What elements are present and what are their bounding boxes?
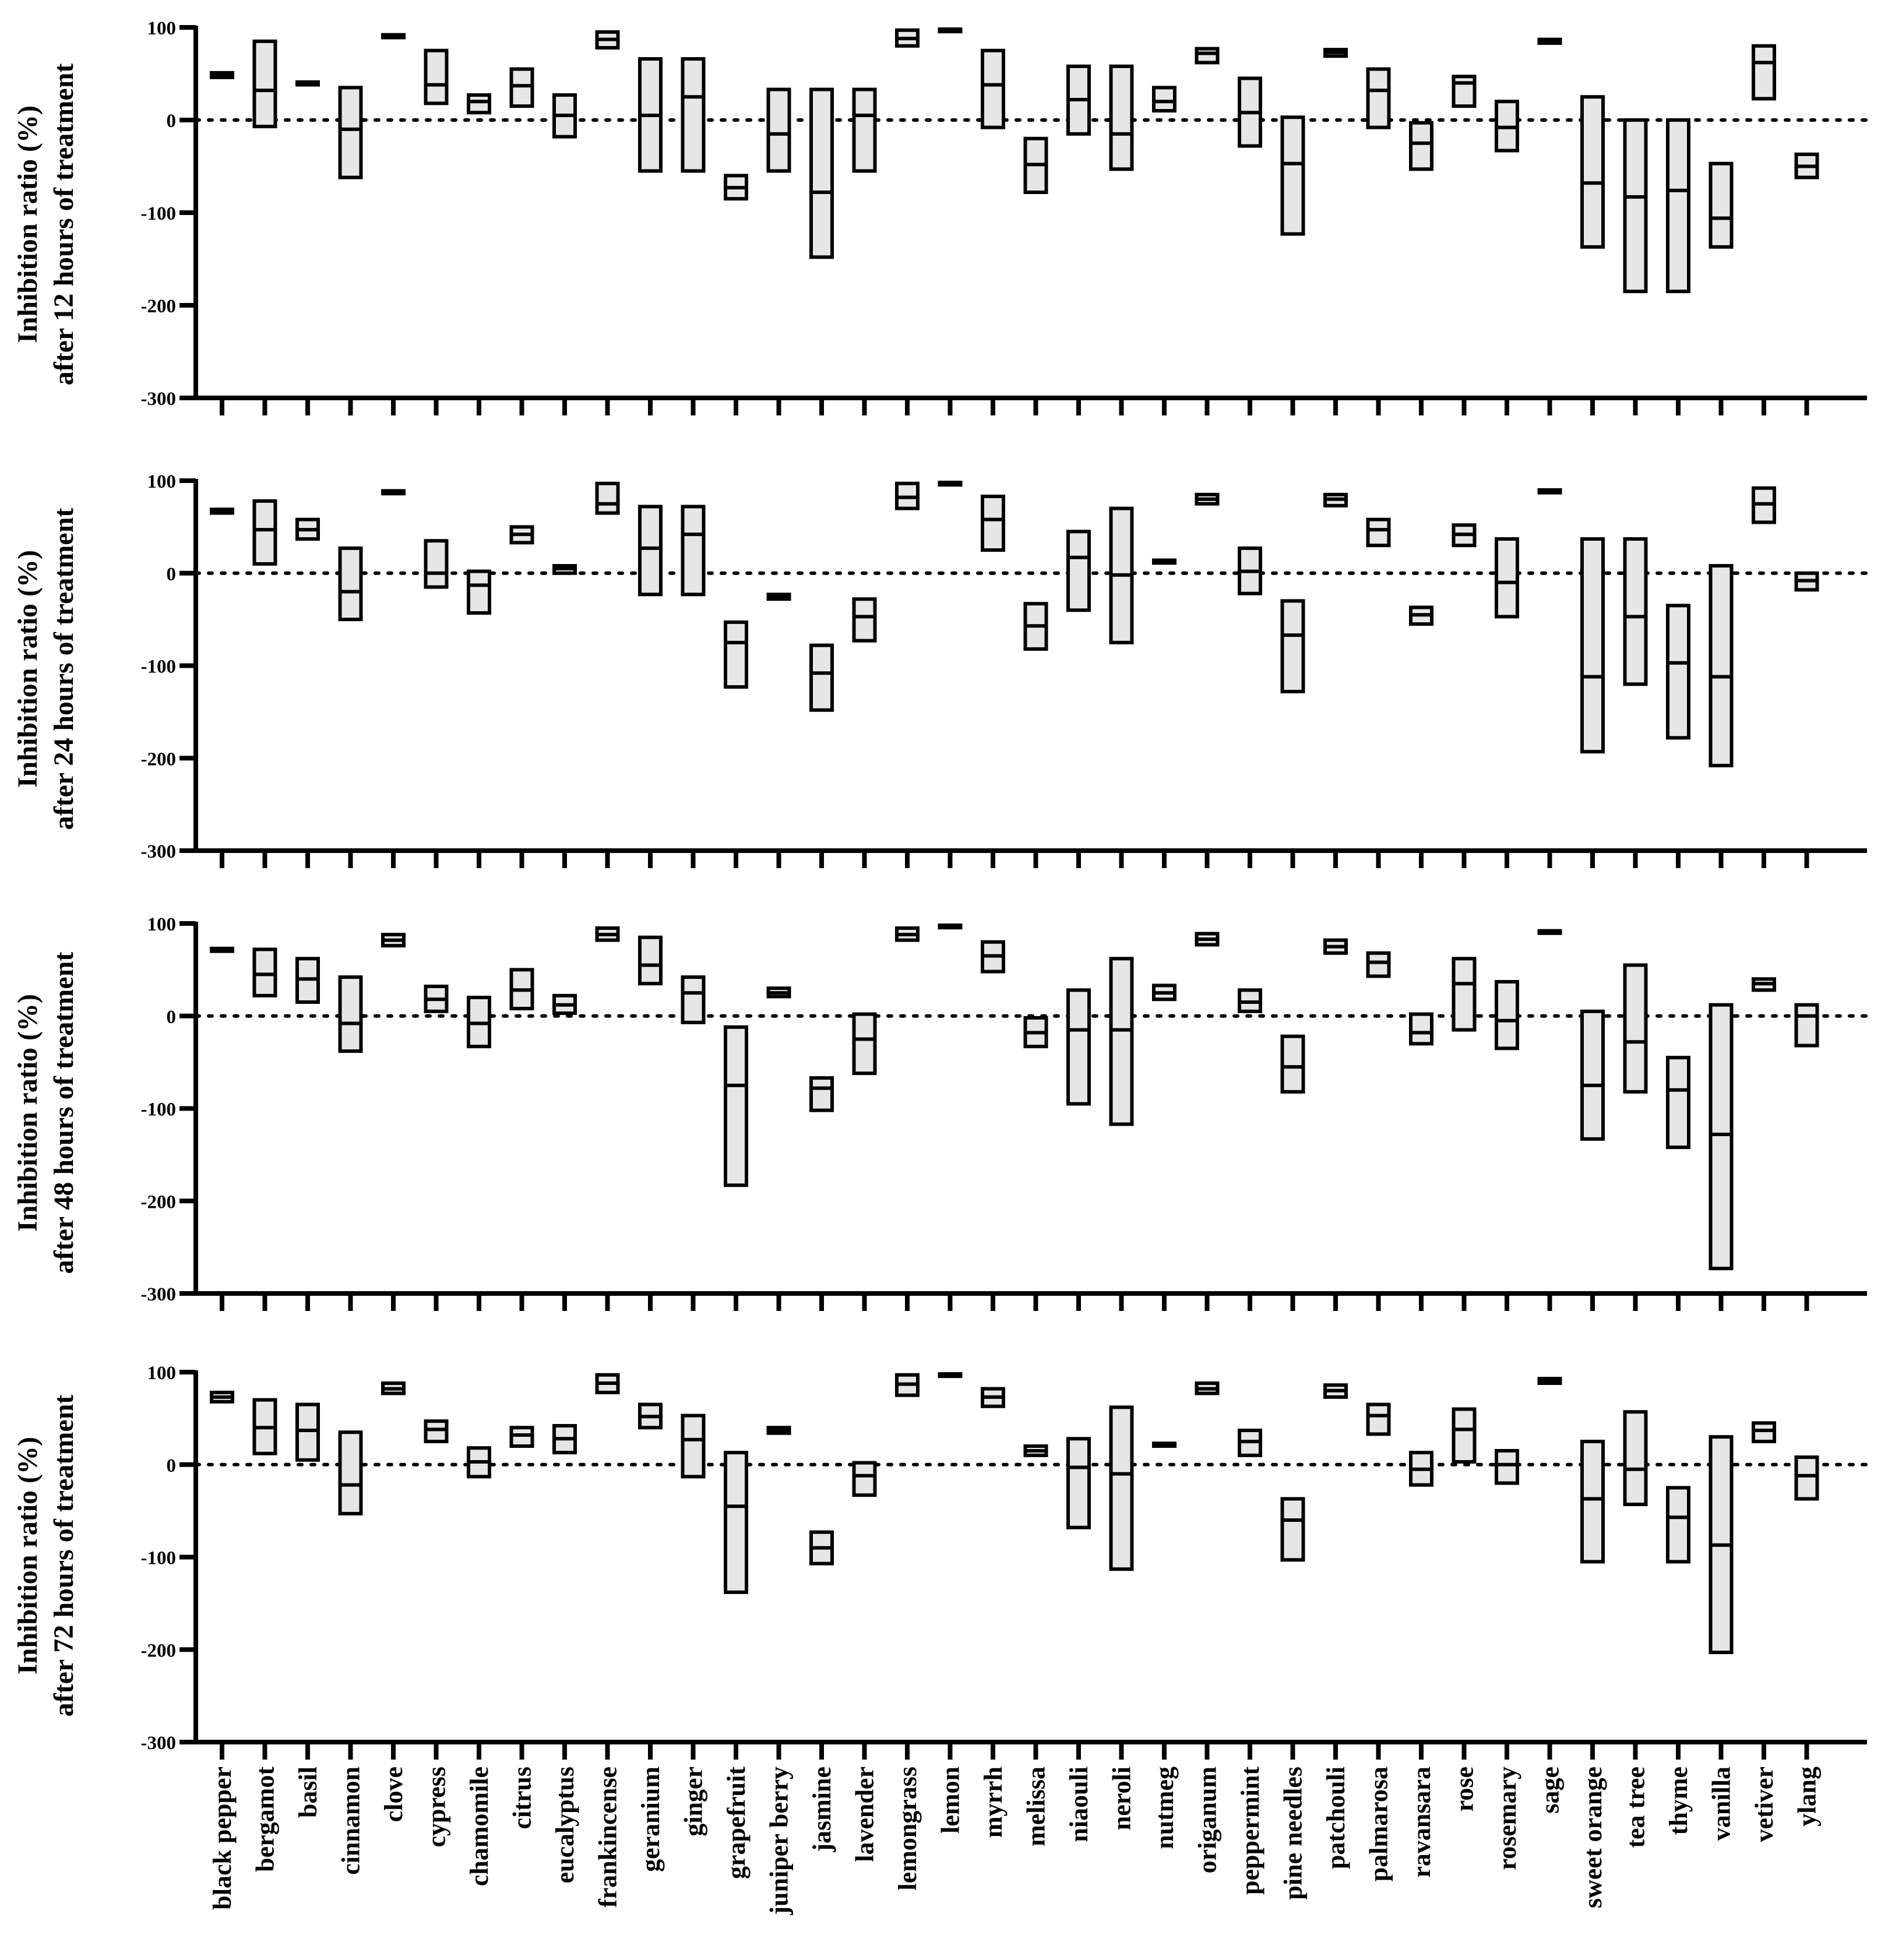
y-tick-label: 0 [166,111,176,132]
range-bar-geranium [640,506,661,594]
y-tick-label: -100 [140,203,176,224]
range-bar-cinnamon [340,548,361,619]
range-bar-ravansara [1411,123,1432,170]
range-bar-rosemary [1496,1451,1517,1483]
y-tick-label: 100 [147,471,176,492]
category-label-tea-tree: tea tree [1621,1767,1650,1848]
range-bar-bergamot [255,501,276,564]
category-label-ylang: ylang [1792,1767,1822,1827]
range-bar-chamomile [469,572,489,613]
y-axis-label: Inhibition ratio (%) after 72 hours of treatment [12,1394,79,1717]
range-bar-citrus [512,69,533,107]
range-bar-juniper-berry [769,90,790,171]
range-bar-pine-needles [1283,117,1304,234]
y-tick-label: -100 [140,656,176,678]
range-bar-ginger [683,977,704,1023]
range-bar-palmarosa [1368,1405,1389,1434]
category-label-geranium: geranium [636,1767,665,1872]
category-label-eucalyptus: eucalyptus [551,1767,579,1884]
range-bar-grapefruit [725,1453,746,1592]
category-label-cinnamon: cinnamon [336,1767,365,1875]
range-bar-thyme [1668,605,1689,738]
range-bar-rosemary [1496,982,1517,1048]
range-bar-grapefruit [725,622,746,687]
category-labels [208,1767,1822,1916]
category-label-nutmeg: nutmeg [1150,1767,1179,1849]
range-bar-lavender [854,90,875,171]
range-bar-thyme [1668,1487,1689,1561]
range-bar-jasmine [811,646,832,710]
category-label-sweet-orange: sweet orange [1579,1767,1607,1909]
category-label-palmarosa: palmarosa [1364,1767,1393,1882]
range-bar-cypress [426,51,447,104]
range-bar-pine-needles [1283,1499,1304,1560]
range-bar-lavender [854,1463,875,1496]
range-bar-sweet-orange [1582,539,1603,752]
category-label-sage: sage [1535,1767,1565,1814]
range-bar-cypress [426,1421,447,1441]
range-bar-cinnamon [340,87,361,177]
range-bar-frankincense [597,484,618,513]
range-bar-myrrh [982,51,1003,128]
category-label-myrrh: myrrh [979,1767,1008,1838]
y-tick-label: -200 [140,1640,176,1662]
category-label-melissa: melissa [1021,1767,1051,1846]
range-bar-myrrh [982,496,1003,550]
range-bar-origanum [1197,49,1218,63]
range-bar-ginger [683,1416,704,1477]
category-label-rosemary: rosemary [1493,1767,1521,1870]
range-bar-sweet-orange [1582,1011,1603,1139]
y-tick-label: 0 [166,563,176,585]
category-label-frankincense: frankincense [593,1767,622,1908]
category-label-niaouli: niaouli [1065,1767,1093,1842]
range-bar-ylang [1797,1005,1817,1046]
range-bar-thyme [1668,1057,1689,1147]
range-bar-nutmeg [1154,87,1175,111]
range-bar-palmarosa [1368,953,1389,977]
category-label-neroli: neroli [1107,1767,1136,1831]
range-bar-jasmine [811,90,832,258]
range-bar-citrus [512,1427,533,1446]
range-bar-ginger [683,506,704,594]
category-label-bergamot: bergamot [251,1767,280,1872]
category-label-patchouli: patchouli [1322,1767,1350,1870]
category-label-origanum: origanum [1193,1767,1222,1874]
range-bar-sweet-orange [1582,1441,1603,1561]
range-bar-tea-tree [1625,1412,1646,1504]
range-bar-rose [1454,1409,1475,1462]
y-tick-label: 0 [166,1006,176,1028]
range-bar-tea-tree [1625,965,1646,1091]
range-bar-palmarosa [1368,520,1389,545]
y-axis-label: Inhibition ratio (%) after 12 hours of treatment [12,63,79,386]
range-bar-thyme [1668,120,1689,291]
range-bar-rose [1454,76,1475,106]
range-bar-neroli [1111,1407,1132,1569]
range-bar-vetiver [1753,1423,1774,1441]
range-bar-vanilla [1711,164,1732,247]
category-label-grapefruit: grapefruit [722,1767,751,1880]
range-bar-rose [1454,958,1475,1030]
range-bar-vetiver [1753,46,1774,99]
range-bar-niaouli [1068,1439,1089,1527]
category-label-vanilla: vanilla [1707,1767,1736,1841]
category-label-cypress: cypress [422,1767,451,1848]
range-bar-ravansara [1411,1014,1432,1044]
category-label-rose: rose [1450,1767,1479,1812]
y-tick-label: -300 [140,1733,176,1754]
y-axis-label: Inhibition ratio (%) after 48 hours of treatment [12,951,79,1274]
range-bar-vanilla [1711,1005,1732,1268]
range-bar-niaouli [1068,990,1089,1104]
range-bar-cypress [426,541,447,587]
category-label-black-pepper: black pepper [208,1767,237,1910]
range-bar-vanilla [1711,566,1732,766]
range-bar-lavender [854,1014,875,1074]
category-label-lavender: lavender [850,1767,879,1862]
category-label-jasmine: jasmine [808,1767,836,1852]
range-bar-tea-tree [1625,539,1646,684]
range-bar-pine-needles [1283,1037,1304,1092]
category-label-pine-needles: pine needles [1278,1767,1308,1900]
range-bar-jasmine [811,1078,832,1111]
y-tick-label: -100 [140,1099,176,1120]
range-bar-geranium [640,937,661,983]
y-tick-label: -300 [140,841,176,862]
range-bar-lavender [854,599,875,640]
range-bar-sweet-orange [1582,97,1603,247]
range-bar-chamomile [469,95,489,112]
category-label-clove: clove [379,1767,408,1822]
range-bar-neroli [1111,958,1132,1124]
panel-72-hours [12,1363,1867,1760]
category-label-vetiver: vetiver [1750,1767,1778,1842]
panel-24-hours [12,471,1867,868]
panel-48-hours [12,914,1867,1311]
range-bar-palmarosa [1368,69,1389,128]
range-bar-pine-needles [1283,601,1304,692]
category-label-citrus: citrus [508,1767,537,1829]
range-bar-rosemary [1496,539,1517,616]
y-tick-label: 0 [166,1455,176,1476]
panel-12-hours [12,18,1867,415]
category-label-ginger: ginger [679,1767,708,1836]
category-label-lemon: lemon [936,1767,965,1834]
y-tick-label: -200 [140,1191,176,1213]
category-label-chamomile: chamomile [465,1767,494,1887]
y-axis-label: Inhibition ratio (%) after 24 hours of treatment [12,507,79,830]
y-tick-label: -200 [140,296,176,317]
range-bar-basil [297,1405,318,1460]
y-tick-label: 100 [147,1363,176,1384]
y-tick-label: 100 [147,18,176,39]
category-label-ravansara: ravansara [1407,1767,1436,1878]
range-bar-cinnamon [340,1432,361,1514]
category-label-juniper-berry: juniper berry [765,1767,794,1915]
y-tick-label: -300 [140,389,176,410]
y-tick-label: -300 [140,1284,176,1305]
range-bar-neroli [1111,66,1132,169]
y-tick-label: -100 [140,1547,176,1569]
range-bar-ginger [683,59,704,171]
range-bar-niaouli [1068,531,1089,610]
category-label-basil: basil [294,1767,322,1818]
range-bar-cinnamon [340,977,361,1051]
y-tick-label: -200 [140,749,176,770]
range-bar-grapefruit [725,1027,746,1185]
range-bar-ylang [1797,1457,1817,1499]
y-tick-label: 100 [147,914,176,935]
range-bar-bergamot [255,949,276,995]
range-bar-bergamot [255,41,276,126]
range-bar-tea-tree [1625,120,1646,291]
category-label-peppermint: peppermint [1236,1767,1264,1895]
category-label-lemongrass: lemongrass [893,1767,922,1891]
category-label-thyme: thyme [1664,1767,1693,1835]
